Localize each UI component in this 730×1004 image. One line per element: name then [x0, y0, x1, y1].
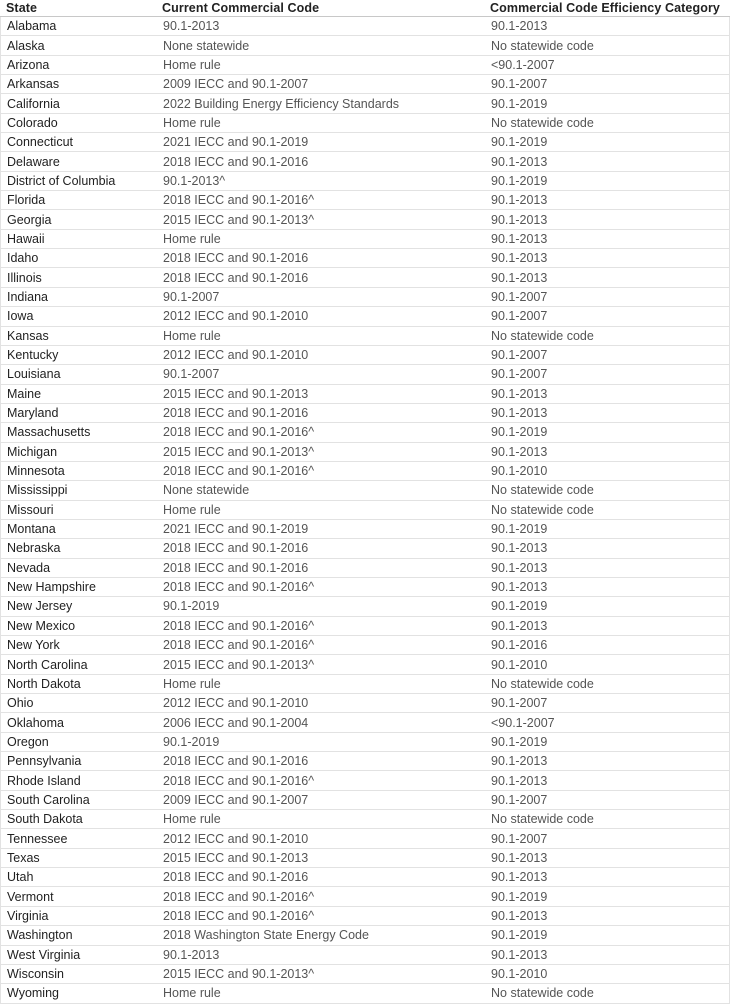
table-row: [1, 288, 729, 307]
table-row: [1, 443, 729, 462]
efficiency-category-cell: 90.1-2019: [491, 135, 548, 150]
state-cell: Maine: [7, 386, 42, 401]
state-cell: Arizona: [7, 57, 50, 72]
efficiency-category-cell: 90.1-2007: [491, 792, 548, 807]
table-row: [1, 733, 729, 752]
state-cell: Delaware: [7, 154, 60, 169]
state-cell: Utah: [7, 870, 34, 885]
current-code-cell: Home rule: [163, 676, 221, 691]
state-cell: Rhode Island: [7, 773, 81, 788]
state-cell: Missouri: [7, 502, 54, 517]
current-code-cell: Home rule: [163, 57, 221, 72]
state-cell: Louisiana: [7, 367, 61, 382]
table-row: [1, 36, 729, 55]
current-code-cell: 2018 IECC and 90.1-2016^: [163, 908, 315, 923]
table-row: [1, 17, 729, 36]
current-code-cell: 2015 IECC and 90.1-2013^: [163, 444, 315, 459]
current-code-cell: 2015 IECC and 90.1-2013^: [163, 967, 315, 982]
table-row: [1, 423, 729, 442]
current-code-cell: 2015 IECC and 90.1-2013: [163, 850, 309, 865]
efficiency-category-cell: 90.1-2013: [491, 270, 548, 285]
table-row: [1, 713, 729, 732]
table-row: [1, 307, 729, 326]
table-row: [1, 539, 729, 558]
current-code-cell: 2018 IECC and 90.1-2016^: [163, 464, 315, 479]
efficiency-category-cell: <90.1-2007: [491, 715, 555, 730]
state-cell: Kentucky: [7, 348, 59, 363]
efficiency-category-cell: 90.1-2013: [491, 773, 548, 788]
header-efficiency-category[interactable]: Commercial Code Efficiency Category: [490, 1, 720, 15]
table-row: [1, 481, 729, 500]
state-cell: Florida: [7, 193, 46, 208]
current-code-cell: None statewide: [163, 483, 250, 498]
state-cell: New York: [7, 638, 60, 653]
efficiency-category-cell: 90.1-2010: [491, 464, 548, 479]
current-code-cell: 2018 IECC and 90.1-2016: [163, 541, 309, 556]
current-code-cell: 90.1-2019: [163, 599, 220, 614]
efficiency-category-cell: 90.1-2013: [491, 154, 548, 169]
state-cell: District of Columbia: [7, 173, 116, 188]
efficiency-category-cell: 90.1-2013: [491, 231, 548, 246]
efficiency-category-cell: 90.1-2013: [491, 947, 548, 962]
efficiency-category-cell: 90.1-2013: [491, 212, 548, 227]
table-row: [1, 210, 729, 229]
table-row: [1, 520, 729, 539]
header-current-code[interactable]: Current Commercial Code: [162, 1, 320, 15]
efficiency-category-cell: 90.1-2019: [491, 96, 548, 111]
efficiency-category-cell: 90.1-2013: [491, 541, 548, 556]
current-code-cell: 90.1-2013: [163, 947, 220, 962]
state-cell: Illinois: [7, 270, 42, 285]
current-code-cell: 2018 IECC and 90.1-2016: [163, 251, 309, 266]
current-code-cell: 90.1-2013: [163, 19, 220, 34]
table-row: [1, 365, 729, 384]
table-row: [1, 75, 729, 94]
state-cell: Alabama: [7, 19, 57, 34]
state-cell: Ohio: [7, 696, 34, 711]
state-cell: Connecticut: [7, 135, 74, 150]
state-cell: Nevada: [7, 560, 51, 575]
table-row: [1, 56, 729, 75]
current-code-cell: 2018 IECC and 90.1-2016: [163, 870, 309, 885]
table-row: [1, 849, 729, 868]
state-cell: New Jersey: [7, 599, 73, 614]
state-cell: Wisconsin: [7, 967, 64, 982]
current-code-cell: 90.1-2013^: [163, 173, 226, 188]
state-cell: Hawaii: [7, 231, 45, 246]
efficiency-category-cell: 90.1-2007: [491, 309, 548, 324]
current-code-cell: 2018 IECC and 90.1-2016: [163, 560, 309, 575]
current-code-cell: None statewide: [163, 38, 250, 53]
state-cell: Michigan: [7, 444, 58, 459]
header-state[interactable]: State: [6, 1, 38, 15]
table-row: [1, 946, 729, 965]
state-cell: Idaho: [7, 251, 39, 266]
efficiency-category-cell: 90.1-2016: [491, 638, 548, 653]
current-code-cell: Home rule: [163, 231, 221, 246]
current-code-cell: Home rule: [163, 328, 221, 343]
current-code-cell: 2018 IECC and 90.1-2016: [163, 270, 309, 285]
efficiency-category-cell: No statewide code: [491, 986, 594, 1001]
table-row: [1, 887, 729, 906]
efficiency-category-cell: 90.1-2019: [491, 173, 548, 188]
table-row: [1, 501, 729, 520]
efficiency-category-cell: 90.1-2019: [491, 928, 548, 943]
state-cell: South Carolina: [7, 792, 90, 807]
efficiency-category-cell: No statewide code: [491, 676, 594, 691]
table-row: [1, 617, 729, 636]
state-cell: Kansas: [7, 328, 49, 343]
table-header-row: [0, 0, 730, 17]
current-code-cell: 90.1-2007: [163, 367, 220, 382]
current-code-cell: 2018 IECC and 90.1-2016^: [163, 773, 315, 788]
efficiency-category-cell: 90.1-2013: [491, 870, 548, 885]
table-row: [1, 230, 729, 249]
table-row: [1, 771, 729, 790]
efficiency-category-cell: <90.1-2007: [491, 57, 555, 72]
efficiency-category-cell: 90.1-2013: [491, 580, 548, 595]
table-row: [1, 810, 729, 829]
table-row: [1, 655, 729, 674]
current-code-cell: 2021 IECC and 90.1-2019: [163, 135, 309, 150]
state-cell: South Dakota: [7, 812, 83, 827]
efficiency-category-cell: 90.1-2013: [491, 386, 548, 401]
state-cell: Georgia: [7, 212, 52, 227]
table-row: [1, 327, 729, 346]
table-row: [1, 791, 729, 810]
state-cell: Oklahoma: [7, 715, 64, 730]
efficiency-category-cell: 90.1-2019: [491, 889, 548, 904]
state-cell: Oregon: [7, 734, 49, 749]
state-cell: New Hampshire: [7, 580, 96, 595]
current-code-cell: 2018 IECC and 90.1-2016^: [163, 580, 315, 595]
table-row: [1, 597, 729, 616]
efficiency-category-cell: No statewide code: [491, 115, 594, 130]
table-row: [1, 268, 729, 287]
efficiency-category-cell: 90.1-2013: [491, 406, 548, 421]
current-code-cell: Home rule: [163, 115, 221, 130]
table-row: [1, 636, 729, 655]
efficiency-category-cell: 90.1-2013: [491, 618, 548, 633]
efficiency-category-cell: 90.1-2010: [491, 967, 548, 982]
state-cell: Pennsylvania: [7, 754, 82, 769]
table-row: [1, 346, 729, 365]
efficiency-category-cell: 90.1-2013: [491, 193, 548, 208]
efficiency-category-cell: 90.1-2007: [491, 289, 548, 304]
table-row: [1, 114, 729, 133]
table-row: [1, 965, 729, 984]
efficiency-category-cell: No statewide code: [491, 38, 594, 53]
state-cell: Alaska: [7, 38, 45, 53]
current-code-cell: 2018 IECC and 90.1-2016^: [163, 618, 315, 633]
efficiency-category-cell: 90.1-2007: [491, 367, 548, 382]
table-row: [1, 385, 729, 404]
table-row: [1, 829, 729, 848]
state-cell: North Carolina: [7, 657, 88, 672]
current-code-cell: 2022 Building Energy Efficiency Standards: [163, 96, 400, 111]
current-code-cell: 2018 IECC and 90.1-2016^: [163, 425, 315, 440]
current-code-cell: 90.1-2019: [163, 734, 220, 749]
efficiency-category-cell: 90.1-2013: [491, 754, 548, 769]
current-code-cell: 2012 IECC and 90.1-2010: [163, 831, 309, 846]
efficiency-category-cell: 90.1-2010: [491, 657, 548, 672]
current-code-cell: 2018 IECC and 90.1-2016: [163, 154, 309, 169]
current-code-cell: 2012 IECC and 90.1-2010: [163, 696, 309, 711]
state-cell: Iowa: [7, 309, 34, 324]
current-code-cell: 2009 IECC and 90.1-2007: [163, 792, 309, 807]
current-code-cell: 90.1-2007: [163, 289, 220, 304]
efficiency-category-cell: 90.1-2019: [491, 425, 548, 440]
state-cell: Wyoming: [7, 986, 59, 1001]
table-row: [1, 559, 729, 578]
table-row: [1, 191, 729, 210]
efficiency-category-cell: 90.1-2007: [491, 348, 548, 363]
state-cell: Maryland: [7, 406, 59, 421]
efficiency-category-cell: No statewide code: [491, 812, 594, 827]
table-row: [1, 152, 729, 171]
efficiency-category-cell: No statewide code: [491, 483, 594, 498]
efficiency-category-cell: 90.1-2013: [491, 908, 548, 923]
current-code-cell: 2012 IECC and 90.1-2010: [163, 309, 309, 324]
efficiency-category-cell: 90.1-2019: [491, 734, 548, 749]
efficiency-category-cell: 90.1-2013: [491, 444, 548, 459]
efficiency-category-cell: 90.1-2013: [491, 19, 548, 34]
table-row: [1, 133, 729, 152]
table-row: [1, 984, 729, 1003]
table-row: [1, 172, 729, 191]
table-body: [0, 17, 730, 1004]
state-cell: Vermont: [7, 889, 54, 904]
efficiency-category-cell: 90.1-2013: [491, 850, 548, 865]
state-cell: Colorado: [7, 115, 58, 130]
table-row: [1, 694, 729, 713]
current-code-cell: 2018 IECC and 90.1-2016^: [163, 638, 315, 653]
current-code-cell: 2015 IECC and 90.1-2013^: [163, 212, 315, 227]
efficiency-category-cell: No statewide code: [491, 328, 594, 343]
table-row: [1, 675, 729, 694]
current-code-cell: Home rule: [163, 986, 221, 1001]
table-row: [1, 462, 729, 481]
efficiency-category-cell: 90.1-2013: [491, 560, 548, 575]
current-code-cell: 2018 IECC and 90.1-2016: [163, 406, 309, 421]
state-cell: California: [7, 96, 60, 111]
current-code-cell: 2018 Washington State Energy Code: [163, 928, 369, 943]
current-code-cell: 2006 IECC and 90.1-2004: [163, 715, 309, 730]
state-cell: Washington: [7, 928, 73, 943]
efficiency-category-cell: 90.1-2007: [491, 696, 548, 711]
state-cell: Indiana: [7, 289, 49, 304]
efficiency-category-cell: 90.1-2007: [491, 831, 548, 846]
state-cell: Virginia: [7, 908, 49, 923]
table-row: [1, 752, 729, 771]
current-code-cell: 2015 IECC and 90.1-2013: [163, 386, 309, 401]
current-code-cell: 2015 IECC and 90.1-2013^: [163, 657, 315, 672]
efficiency-category-cell: No statewide code: [491, 502, 594, 517]
table-row: [1, 249, 729, 268]
efficiency-category-cell: 90.1-2013: [491, 251, 548, 266]
current-code-cell: Home rule: [163, 502, 221, 517]
table-row: [1, 907, 729, 926]
current-code-cell: 2021 IECC and 90.1-2019: [163, 522, 309, 537]
efficiency-category-cell: 90.1-2019: [491, 599, 548, 614]
state-cell: West Virginia: [7, 947, 81, 962]
state-cell: Nebraska: [7, 541, 61, 556]
state-cell: Arkansas: [7, 77, 60, 92]
efficiency-category-cell: 90.1-2019: [491, 522, 548, 537]
state-cell: Mississippi: [7, 483, 68, 498]
current-code-cell: 2018 IECC and 90.1-2016^: [163, 193, 315, 208]
state-cell: Massachusetts: [7, 425, 91, 440]
current-code-cell: Home rule: [163, 812, 221, 827]
current-code-cell: 2018 IECC and 90.1-2016: [163, 754, 309, 769]
state-cell: North Dakota: [7, 676, 81, 691]
current-code-cell: 2018 IECC and 90.1-2016^: [163, 889, 315, 904]
state-cell: Tennessee: [7, 831, 68, 846]
state-cell: Montana: [7, 522, 56, 537]
state-cell: New Mexico: [7, 618, 76, 633]
state-cell: Minnesota: [7, 464, 65, 479]
state-cell: Texas: [7, 850, 40, 865]
table-row: [1, 926, 729, 945]
table-row: [1, 578, 729, 597]
table-row: [1, 404, 729, 423]
current-code-cell: 2009 IECC and 90.1-2007: [163, 77, 309, 92]
table-row: [1, 868, 729, 887]
table-row: [1, 94, 729, 113]
current-code-cell: 2012 IECC and 90.1-2010: [163, 348, 309, 363]
efficiency-category-cell: 90.1-2007: [491, 77, 548, 92]
